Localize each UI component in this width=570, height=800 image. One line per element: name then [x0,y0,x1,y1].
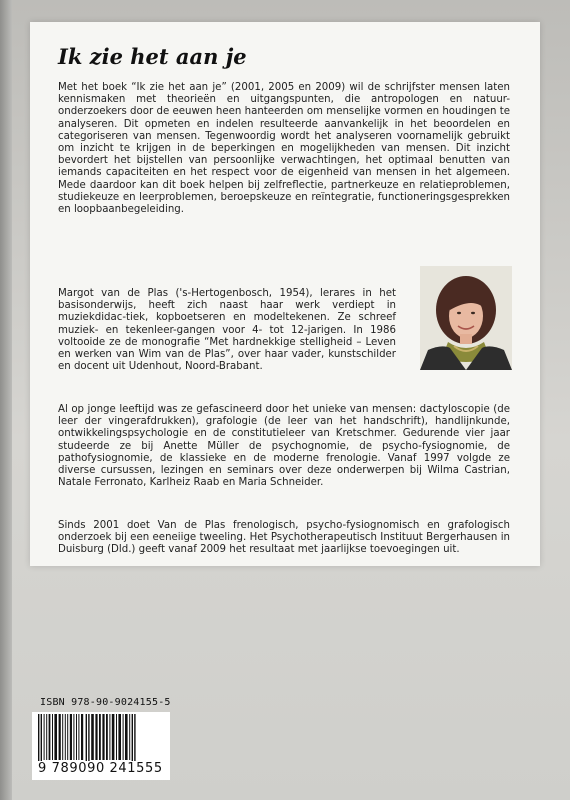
barcode-bar [91,714,94,760]
barcode-bar [41,714,42,764]
barcode-bar [59,714,61,760]
barcode-bar [134,714,135,764]
barcode-bar [54,714,57,760]
barcode-bar [88,714,89,764]
text-panel [30,22,540,566]
author-portrait [420,266,512,370]
research-paragraph: Sinds 2001 doet Van de Plas frenologisch, psycho-fysiognomisch en grafologisch onderzoek bij een eeneiige tweeling. Het Psychotherapeutisch Instituut Bergerhausen in Duisburg (Dld.) geeft vanaf 2009 het resultaat met jaarlijkse toevoegingen uit. [58,520,510,556]
barcode-bar [44,714,45,760]
barcode-bar [109,714,110,760]
author-bio-paragraph: Margot van de Plas ('s-Hertogenbosch, 1954), lerares in het basisonderwijs, heeft zich naast haar werk verdiept in muziekdidac-tiek, kopboetseren en modeltekenen. Ze schreef muziek- en tekenleer-gangen voor 4- tot 12-jarigen. In 1986 voltooide ze de monografie “Met hardnekkige stelligheid – Leven en werken van Wim van de Plas”, over haar vader, kunstschilder en docent uit Udenhout, Noord-Brabant. [58,288,396,373]
barcode-bar [86,714,87,764]
barcode-bar [123,714,124,760]
barcode-bar [112,714,115,760]
barcode-bar [125,714,128,760]
barcode-bar [70,714,72,760]
barcode-bar [132,714,133,764]
barcode-bar [106,714,108,760]
barcode-bar [67,714,68,760]
intro-paragraph: Met het boek “Ik zie het aan je” (2001, 2005 en 2009) wil de schrijfster mensen laten kennismaken met theorieën en uitgangspunten, die antropologen en natuur-onderzoekers door de eeuwen heen hanteerden om menselijke vormen en houdingen te analyseren. Dit opmeten en indelen resulteerde aanvankelijk in het beoordelen en categoriseren van mensen. Tegenwoordig wordt het analyseren voornamelijk gebruikt om inzicht te krijgen in de beperkingen en mogelijkheden van mensen. Dit inzicht bevordert het bijstellen van persoonlijke verwachtingen, het optimaal benutten van iemands capaciteiten en het respect voor de eigenheid van mensen in het algemeen. Mede daardoor kan dit boek helpen bij zelfreflectie, partnerkeuze en relatieproblemen, studiekeuze en leerproblemen, beroepskeuze en reïntegratie, functioneringsgesprekken en loopbaanbegeleiding. [58,82,510,216]
barcode-bars [32,712,170,764]
barcode-bar [95,714,97,760]
barcode-bar [102,714,104,760]
isbn-label: ISBN 978-90-9024155-5 [40,697,171,708]
barcode-bar [73,714,74,760]
barcode-bar [62,714,63,760]
barcode-bar [46,714,47,760]
barcode-bar [38,714,39,764]
barcode-digits: 9 789090 241555 [36,761,168,776]
barcode-bar [116,714,117,760]
barcode-bar [78,714,79,760]
barcode-bar [76,714,77,760]
barcode-bar [81,714,83,760]
barcode-bar [49,714,51,760]
barcode-bar [118,714,121,760]
cover-spine-edge [0,0,12,800]
barcode-bar [129,714,130,760]
interests-paragraph: Al op jonge leeftijd was ze gefascineerd door het unieke van mensen: dactyloscopie (de leer der vingerafdrukken), grafologie (de leer van het handschrift), handlijnkunde, ontwikkelingspsychologie en de constitutieleer van Kretschmer. Gedurende vier jaar studeerde ze bij Anette Müller de psychognomie, de psycho-fysiognomie, de pathofysiognomie, de klassieke en de moderne frenologie. Vanaf 1997 volgde ze diverse cursussen, lezingen en seminars over deze onderwerpen bij Wilma Castrian, Natale Ferronato, Karlheiz Raab en Maria Schneider. [58,404,510,489]
barcode-bar [52,714,53,760]
barcode-bar [99,714,101,760]
barcode-bar [65,714,66,760]
book-title: Ik zie het aan je [58,44,247,69]
